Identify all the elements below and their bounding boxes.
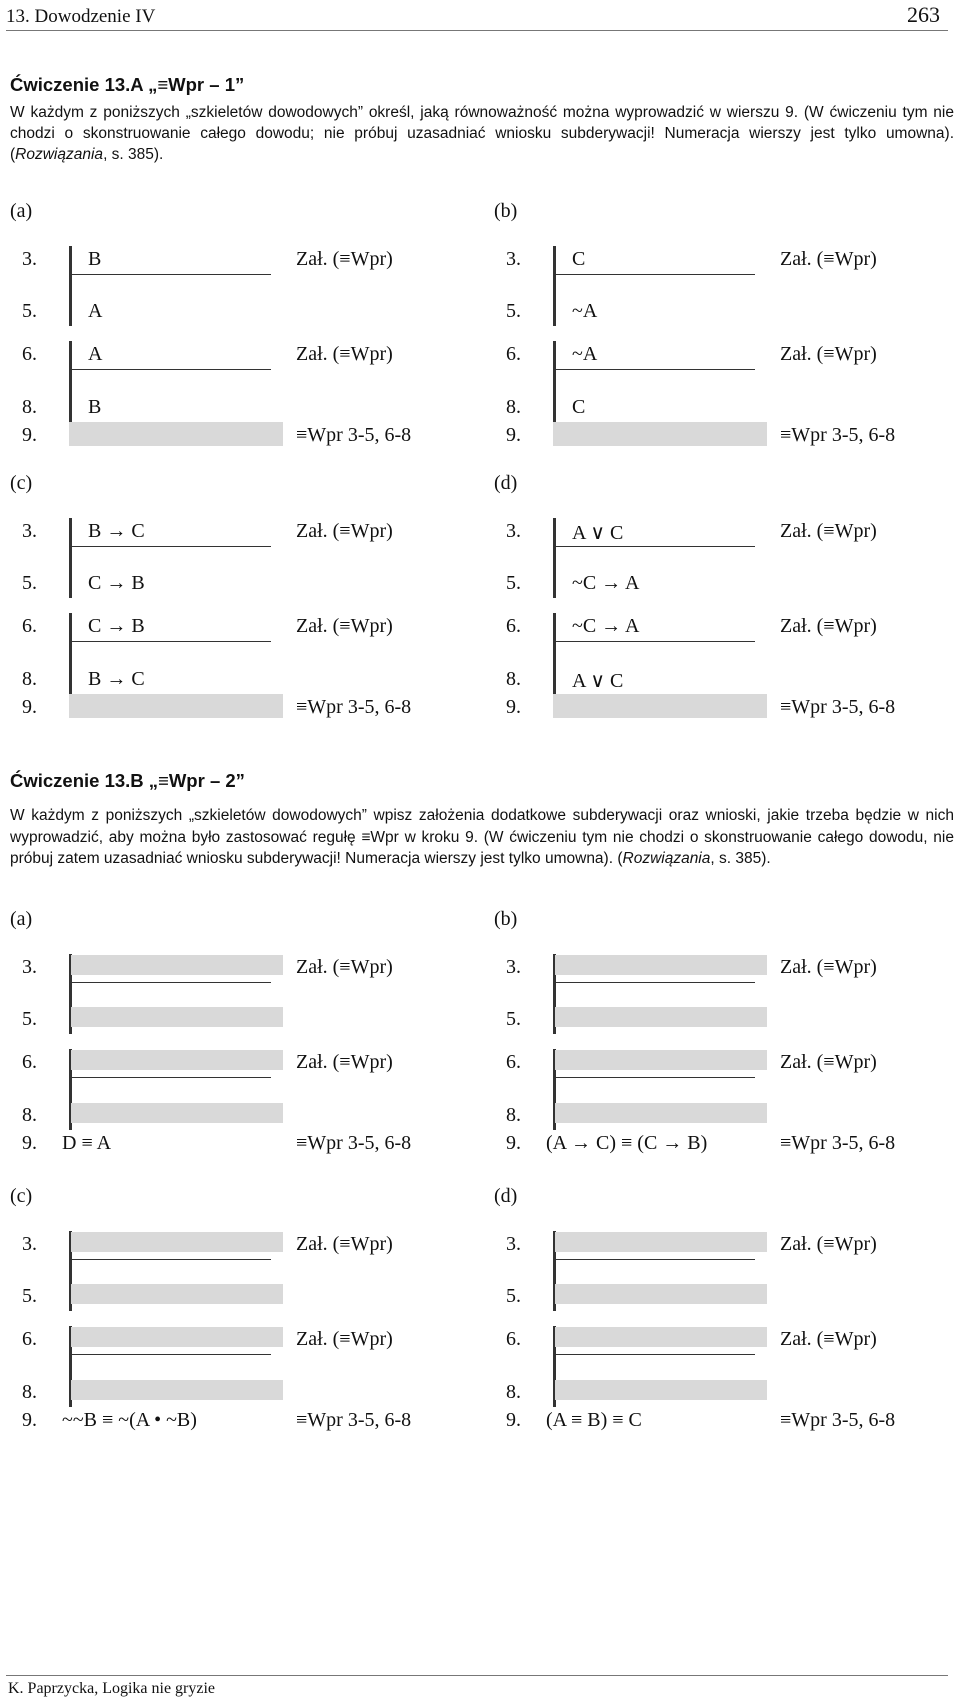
chapter-title: 13. Dowodzenie IV bbox=[6, 6, 156, 27]
blank-answer-field bbox=[555, 1232, 767, 1252]
section-label: (d) bbox=[494, 1185, 518, 1207]
section-label: (c) bbox=[10, 1185, 33, 1207]
justification: Zał. (≡Wpr) bbox=[296, 520, 393, 542]
line-number: 9. bbox=[22, 424, 37, 446]
justification: Zał. (≡Wpr) bbox=[780, 1328, 877, 1350]
justification: ≡Wpr 3-5, 6-8 bbox=[780, 424, 896, 446]
assumption-underline bbox=[555, 1077, 755, 1078]
justification: Zał. (≡Wpr) bbox=[780, 956, 877, 978]
line-number: 5. bbox=[506, 300, 521, 322]
assumption-underline bbox=[555, 546, 755, 547]
justification: Zał. (≡Wpr) bbox=[780, 1233, 877, 1255]
formula: ~C → A bbox=[572, 615, 640, 637]
scope-line bbox=[553, 246, 556, 326]
scope-line bbox=[553, 341, 556, 422]
exercise-b-ref: Rozwiązania bbox=[622, 850, 711, 867]
justification: ≡Wpr 3-5, 6-8 bbox=[296, 424, 412, 446]
scope-line bbox=[553, 518, 556, 598]
line-number: 8. bbox=[506, 396, 521, 418]
assumption-underline bbox=[71, 369, 271, 370]
formula: A ∨ C bbox=[572, 522, 624, 544]
exercise-b-title: Ćwiczenie 13.B „≡Wpr – 2” bbox=[10, 770, 245, 791]
justification: Zał. (≡Wpr) bbox=[296, 1328, 393, 1350]
assumption-underline bbox=[71, 1354, 271, 1355]
assumption-underline bbox=[71, 274, 271, 275]
line-number: 6. bbox=[506, 1051, 521, 1073]
line-number: 5. bbox=[506, 572, 521, 594]
justification: Zał. (≡Wpr) bbox=[296, 956, 393, 978]
conclusion-formula: ~~B ≡ ~(A • ~B) bbox=[62, 1409, 197, 1431]
justification: Zał. (≡Wpr) bbox=[296, 1233, 393, 1255]
justification: ≡Wpr 3-5, 6-8 bbox=[780, 1132, 896, 1154]
line-number: 6. bbox=[22, 1328, 37, 1350]
formula: C bbox=[572, 396, 586, 418]
line-number: 5. bbox=[22, 1285, 37, 1307]
line-number: 5. bbox=[22, 572, 37, 594]
exercise-a-ref: Rozwiązania bbox=[15, 146, 104, 163]
exercise-b-text: W każdym z poniższych „szkieletów dowodowych” wpisz założenia dodatkowe subderywacji oraz wnioski, jakie trzeba będzie w nich wyprowadzić, aby można było zastosować regułę ≡Wpr w kroku 9. (W ćwiczeniu tym nie chodzi o skonstruowanie całego dowodu, nie próbuj zatem uzasadniać wniosku subderywacji! Numeracja wierszy jest tylko umowna). ( bbox=[10, 807, 954, 867]
assumption-underline bbox=[71, 641, 271, 642]
assumption-underline bbox=[71, 982, 271, 983]
line-number: 3. bbox=[506, 520, 521, 542]
assumption-underline bbox=[555, 1354, 755, 1355]
line-number: 6. bbox=[506, 343, 521, 365]
formula: A ∨ C bbox=[572, 670, 624, 692]
section-label: (d) bbox=[494, 472, 518, 494]
blank-answer-field bbox=[555, 1284, 767, 1304]
formula: C → B bbox=[88, 572, 145, 594]
formula: ~A bbox=[572, 343, 598, 365]
exercise-a-text: W każdym z poniższych „szkieletów dowodowych” określ, jaką równoważność można wyprowadzić w wierszu 9. (W ćwiczeniu tym nie chodzi o skonstruowanie całego dowodu; nie próbuj uzasadniać wniosku subderywacji! Numeracja wierszy jest tylko umowna). ( bbox=[10, 104, 954, 163]
formula: B bbox=[88, 396, 102, 418]
justification: ≡Wpr 3-5, 6-8 bbox=[296, 1409, 412, 1431]
scope-line bbox=[553, 613, 556, 694]
blank-conclusion-field bbox=[69, 694, 283, 718]
line-number: 5. bbox=[22, 1008, 37, 1030]
formula: C → B bbox=[88, 615, 145, 637]
line-number: 9. bbox=[22, 1132, 37, 1154]
blank-answer-field bbox=[71, 1380, 283, 1400]
conclusion-formula: (A ≡ B) ≡ C bbox=[546, 1409, 642, 1431]
blank-answer-field bbox=[555, 955, 767, 975]
formula: ~A bbox=[572, 300, 598, 322]
formula: B bbox=[88, 248, 102, 270]
blank-answer-field bbox=[555, 1327, 767, 1347]
justification: Zał. (≡Wpr) bbox=[296, 1051, 393, 1073]
section-label: (a) bbox=[10, 908, 33, 930]
line-number: 9. bbox=[22, 1409, 37, 1431]
blank-answer-field bbox=[71, 1327, 283, 1347]
line-number: 9. bbox=[22, 696, 37, 718]
justification: Zał. (≡Wpr) bbox=[296, 248, 393, 270]
blank-answer-field bbox=[555, 1050, 767, 1070]
line-number: 8. bbox=[22, 668, 37, 690]
blank-answer-field bbox=[71, 1232, 283, 1252]
blank-conclusion-field bbox=[553, 694, 767, 718]
page-header bbox=[6, 0, 948, 31]
scope-line bbox=[69, 518, 72, 598]
line-number: 6. bbox=[22, 343, 37, 365]
line-number: 8. bbox=[22, 1381, 37, 1403]
conclusion-formula: (A → C) ≡ (C → B) bbox=[546, 1132, 708, 1154]
exercise-b-instructions bbox=[10, 805, 954, 870]
assumption-underline bbox=[71, 546, 271, 547]
justification: Zał. (≡Wpr) bbox=[296, 615, 393, 637]
formula: ~C → A bbox=[572, 572, 640, 594]
justification: Zał. (≡Wpr) bbox=[780, 1051, 877, 1073]
line-number: 6. bbox=[506, 615, 521, 637]
line-number: 3. bbox=[22, 248, 37, 270]
assumption-underline bbox=[555, 1259, 755, 1260]
line-number: 9. bbox=[506, 1409, 521, 1431]
section-label: (a) bbox=[10, 200, 33, 222]
page-footer: K. Paprzycka, Logika nie gryzie bbox=[8, 1680, 216, 1697]
page-number: 263 bbox=[907, 2, 940, 27]
formula: A bbox=[88, 300, 103, 322]
blank-answer-field bbox=[71, 1050, 283, 1070]
justification: ≡Wpr 3-5, 6-8 bbox=[296, 1132, 412, 1154]
assumption-underline bbox=[71, 1259, 271, 1260]
blank-answer-field bbox=[71, 1103, 283, 1123]
section-label: (c) bbox=[10, 472, 33, 494]
line-number: 8. bbox=[506, 1381, 521, 1403]
line-number: 8. bbox=[22, 396, 37, 418]
justification: Zał. (≡Wpr) bbox=[780, 248, 877, 270]
footer-divider bbox=[6, 1675, 948, 1676]
assumption-underline bbox=[555, 641, 755, 642]
blank-conclusion-field bbox=[553, 422, 767, 446]
line-number: 8. bbox=[22, 1104, 37, 1126]
line-number: 9. bbox=[506, 424, 521, 446]
line-number: 6. bbox=[22, 615, 37, 637]
scope-line bbox=[69, 246, 72, 326]
line-number: 3. bbox=[506, 248, 521, 270]
line-number: 5. bbox=[506, 1008, 521, 1030]
blank-answer-field bbox=[71, 1007, 283, 1027]
line-number: 5. bbox=[22, 300, 37, 322]
line-number: 9. bbox=[506, 1132, 521, 1154]
scope-line bbox=[69, 341, 72, 422]
blank-conclusion-field bbox=[69, 422, 283, 446]
exercise-b-text-end: , s. 385). bbox=[710, 850, 771, 867]
justification: Zał. (≡Wpr) bbox=[780, 520, 877, 542]
assumption-underline bbox=[71, 1077, 271, 1078]
line-number: 6. bbox=[22, 1051, 37, 1073]
line-number: 3. bbox=[22, 1233, 37, 1255]
line-number: 5. bbox=[506, 1285, 521, 1307]
exercise-a-title: Ćwiczenie 13.A „≡Wpr – 1” bbox=[10, 74, 245, 95]
justification: Zał. (≡Wpr) bbox=[780, 615, 877, 637]
line-number: 6. bbox=[506, 1328, 521, 1350]
justification: ≡Wpr 3-5, 6-8 bbox=[780, 1409, 896, 1431]
blank-answer-field bbox=[71, 955, 283, 975]
line-number: 8. bbox=[506, 1104, 521, 1126]
line-number: 9. bbox=[506, 696, 521, 718]
formula: C bbox=[572, 248, 586, 270]
line-number: 3. bbox=[22, 956, 37, 978]
blank-answer-field bbox=[555, 1007, 767, 1027]
blank-answer-field bbox=[555, 1103, 767, 1123]
formula: A bbox=[88, 343, 103, 365]
line-number: 3. bbox=[506, 956, 521, 978]
assumption-underline bbox=[555, 274, 755, 275]
line-number: 3. bbox=[506, 1233, 521, 1255]
blank-answer-field bbox=[71, 1284, 283, 1304]
line-number: 3. bbox=[22, 520, 37, 542]
exercise-a-instructions bbox=[10, 102, 954, 165]
formula: B → C bbox=[88, 668, 145, 690]
justification: Zał. (≡Wpr) bbox=[780, 343, 877, 365]
exercise-a-text-end: , s. 385). bbox=[103, 146, 164, 163]
justification: ≡Wpr 3-5, 6-8 bbox=[296, 696, 412, 718]
conclusion-formula: D ≡ A bbox=[62, 1132, 112, 1154]
scope-line bbox=[69, 613, 72, 694]
assumption-underline bbox=[555, 369, 755, 370]
blank-answer-field bbox=[555, 1380, 767, 1400]
assumption-underline bbox=[555, 982, 755, 983]
formula: B → C bbox=[88, 520, 145, 542]
section-label: (b) bbox=[494, 200, 518, 222]
justification: Zał. (≡Wpr) bbox=[296, 343, 393, 365]
section-label: (b) bbox=[494, 908, 518, 930]
line-number: 8. bbox=[506, 668, 521, 690]
justification: ≡Wpr 3-5, 6-8 bbox=[780, 696, 896, 718]
